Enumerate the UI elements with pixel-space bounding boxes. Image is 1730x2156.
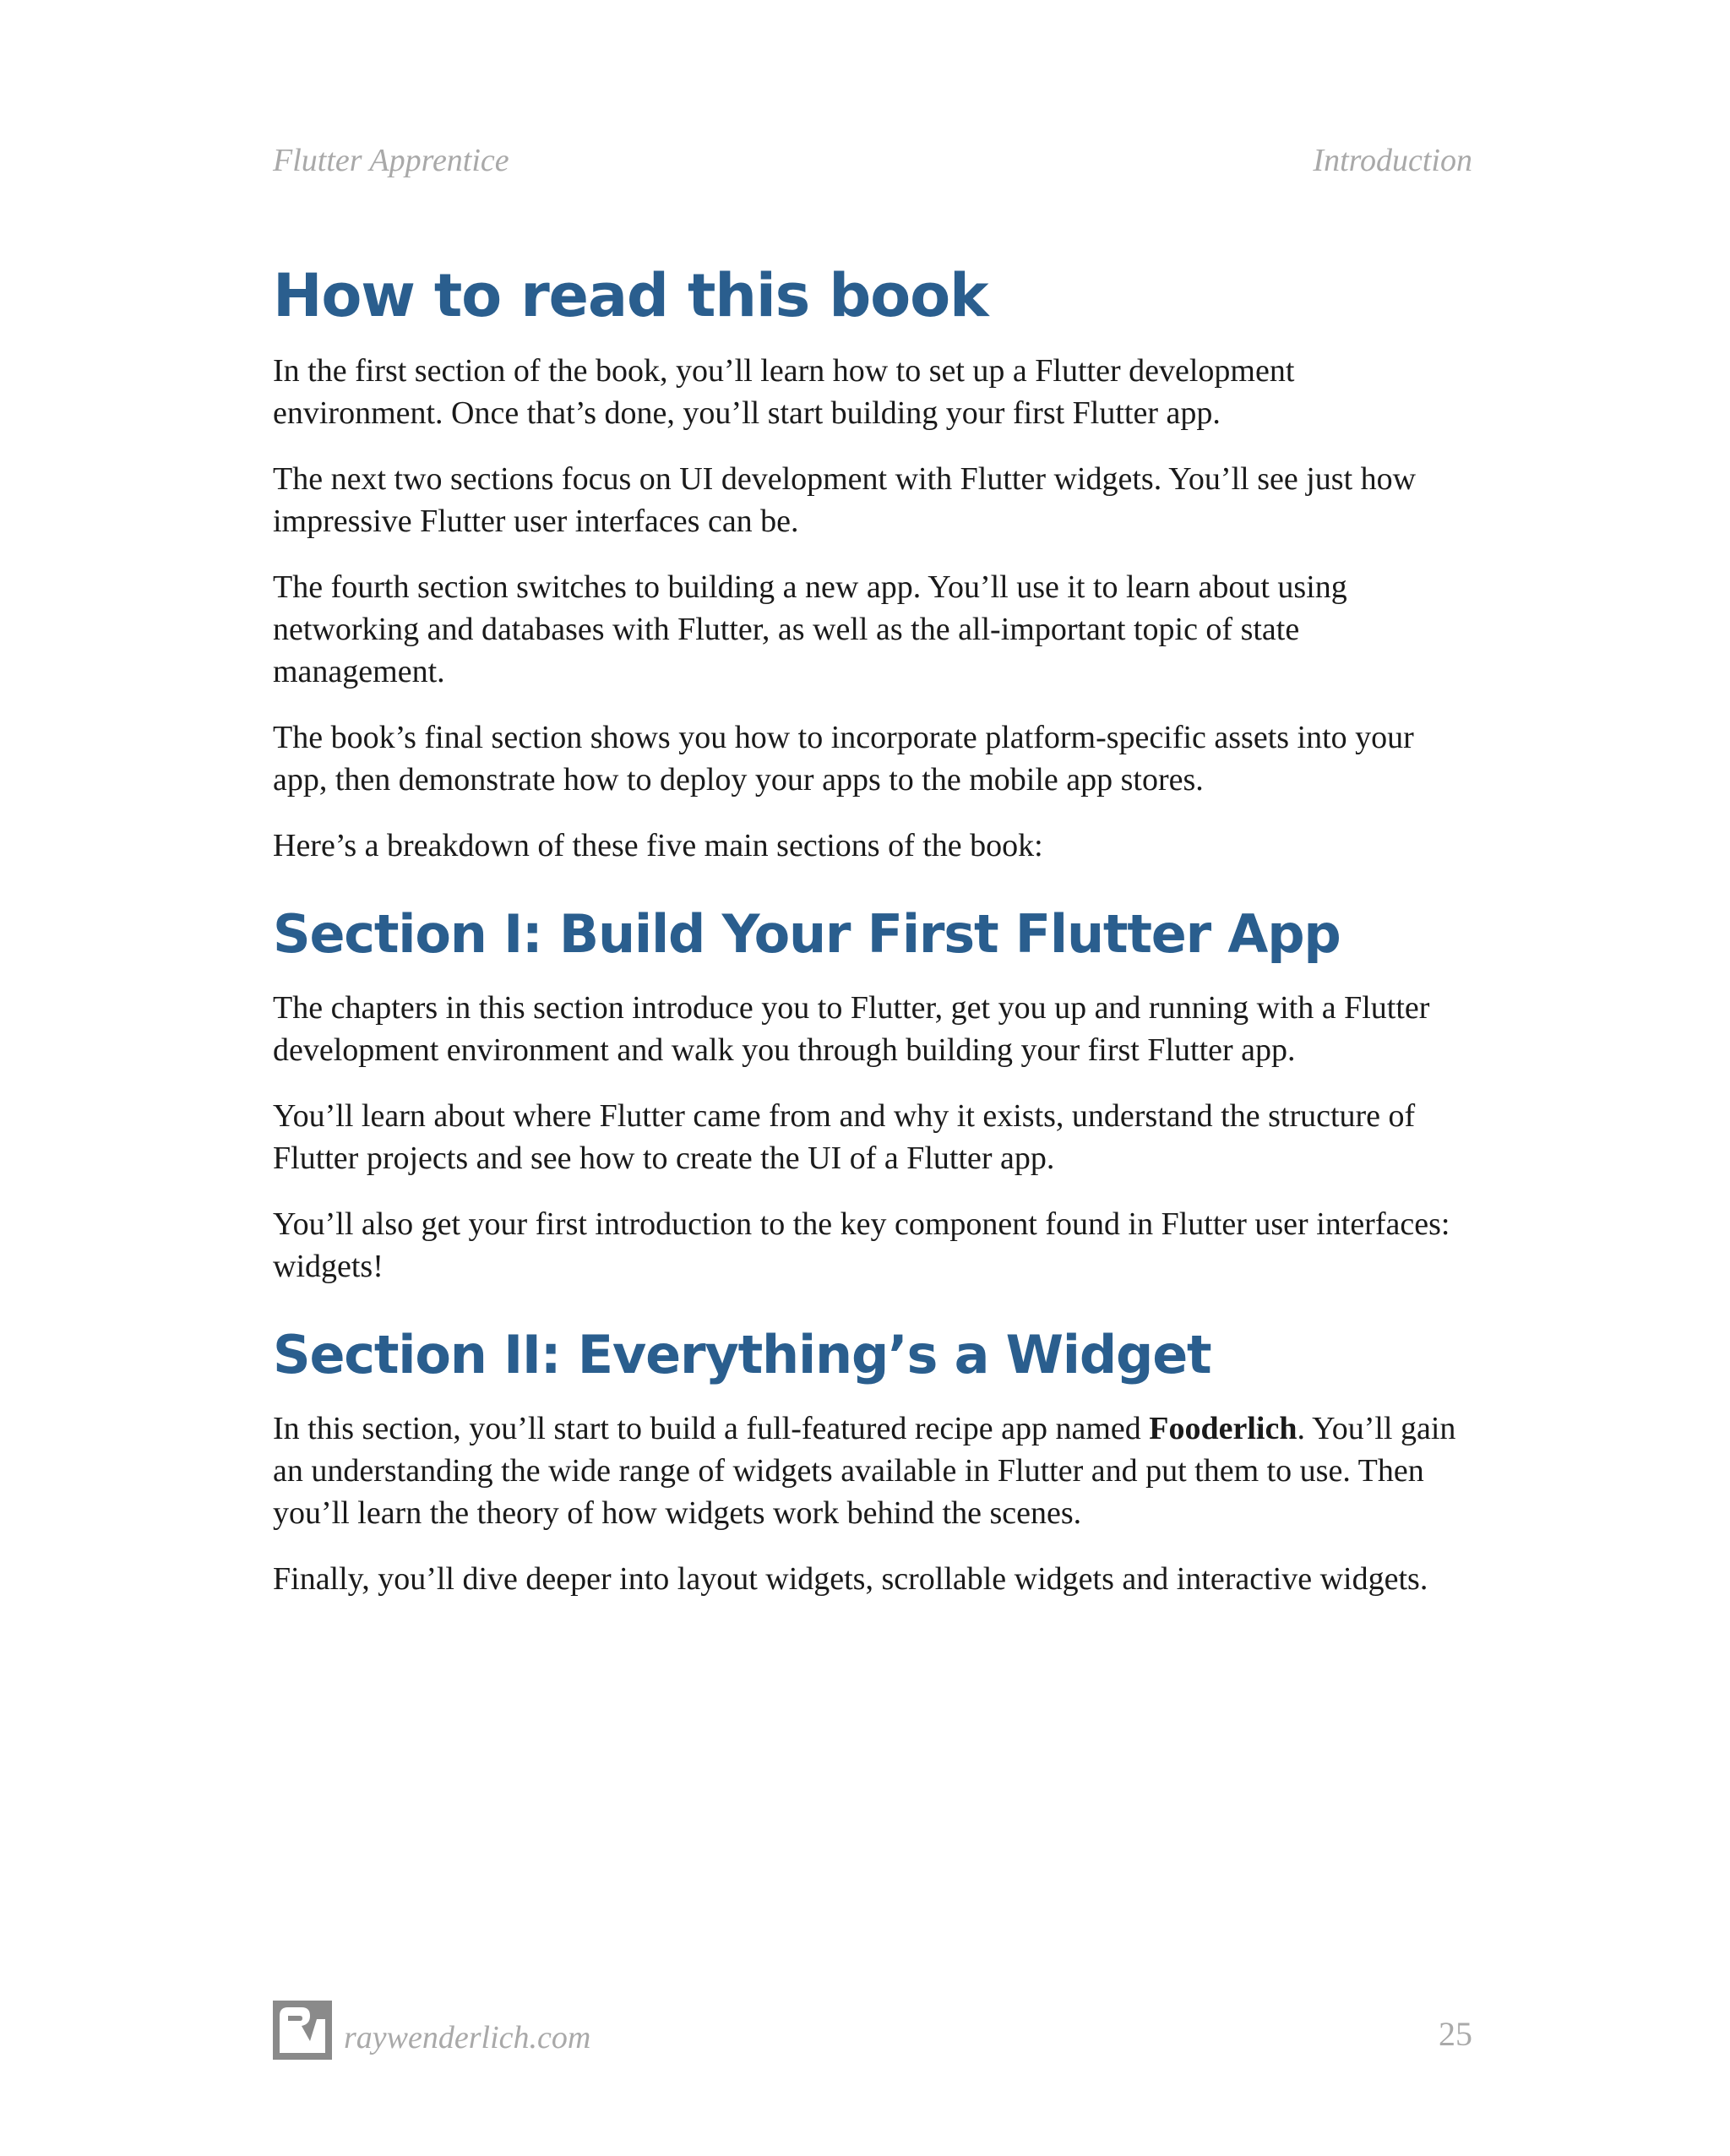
page-number: 25 xyxy=(1439,2015,1472,2053)
site-url[interactable]: raywenderlich.com xyxy=(344,2020,591,2055)
intro-paragraph: Here’s a breakdown of these five main sections of the book: xyxy=(273,828,1043,863)
page-footer xyxy=(273,2001,1472,2060)
section-2-text-before: In this section, you’ll start to build a full-featured recipe app named xyxy=(273,1411,1150,1446)
section-1-paragraph: You’ll learn about where Flutter came from and why it exists, understand the structure of Flutter projects and see how to create the UI of a Flutter app. xyxy=(273,1098,1416,1176)
section-2-heading: Section II: Everything’s a Widget xyxy=(273,1324,1211,1386)
section-2-paragraph xyxy=(273,1407,1472,1534)
app-name-fooderlich: Fooderlich xyxy=(1149,1411,1298,1446)
page-content xyxy=(273,253,1472,1624)
intro-paragraph: The next two sections focus on UI development with Flutter widgets. You’ll see just how impressive Flutter user interfaces can be. xyxy=(273,461,1417,539)
book-title: Flutter Apprentice xyxy=(273,143,509,178)
section-2-text-after: . You’ll gain an understanding the wide range of widgets available in Flutter and put them to use. Then you’ll learn the theory of how widgets work behind the scenes. xyxy=(273,1411,1456,1531)
section-2-paragraph: Finally, you’ll dive deeper into layout widgets, scrollable widgets and interactive widgets. xyxy=(273,1561,1428,1597)
section-1-paragraph: The chapters in this section introduce you to Flutter, get you up and running with a Flutter development environment and walk you through building your first Flutter app. xyxy=(273,990,1430,1068)
intro-paragraph: In the first section of the book, you’ll learn how to set up a Flutter development environment. Once that’s done, you’ll start building your first Flutter app. xyxy=(273,353,1295,431)
chapter-title: Introduction xyxy=(1313,143,1472,178)
intro-paragraph: The fourth section switches to building a new app. You’ll use it to learn about using networking and databases with Flutter, as well as the all-important topic of state management. xyxy=(273,569,1347,689)
raywenderlich-logo-icon xyxy=(273,2001,332,2060)
running-header xyxy=(273,142,1472,179)
intro-paragraph: The book’s final section shows you how to incorporate platform-specific assets into your app, then demonstrate how to deploy your apps to the mobile app stores. xyxy=(273,720,1414,798)
page-title: How to read this book xyxy=(273,261,988,330)
section-1-paragraph: You’ll also get your first introduction to the key component found in Flutter user interfaces: widgets! xyxy=(273,1206,1450,1284)
section-1-heading: Section I: Build Your First Flutter App xyxy=(273,903,1341,965)
